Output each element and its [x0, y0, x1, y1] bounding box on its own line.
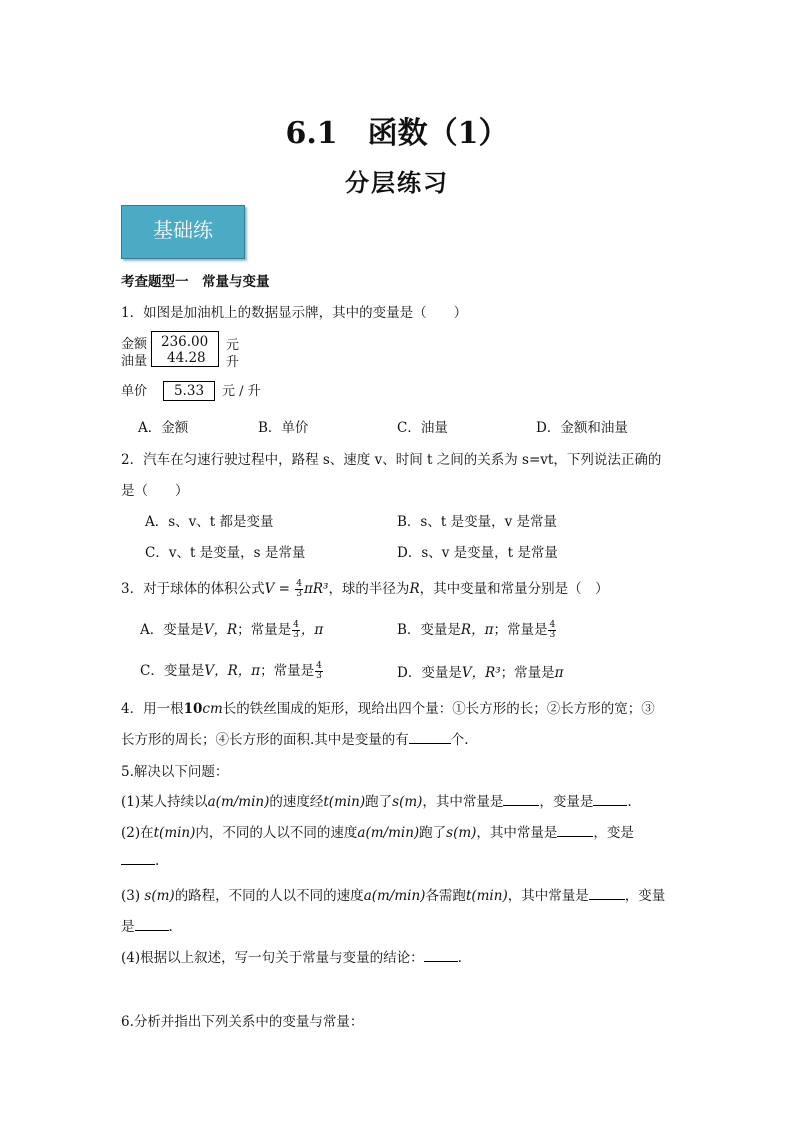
answer-blank[interactable]: [121, 852, 155, 865]
q5-part4: [121, 946, 462, 966]
q1-option-c: C．油量: [397, 420, 448, 436]
q5-p2-text5: ，变是: [593, 825, 634, 841]
q3-a-fraction: [292, 621, 300, 640]
q5-p1-text3: 跑了: [365, 794, 393, 810]
q3-d-text: D．变量是: [397, 665, 462, 681]
q3-radius-symbol: R: [409, 581, 420, 597]
q5-stem: 5.解决以下问题：: [121, 764, 229, 780]
q4-line2: [121, 728, 469, 748]
q5-p2-text2: 内，不同的人以不同的速度: [195, 825, 358, 841]
q5-p2-dist: s(m): [446, 825, 477, 841]
q3-c-vars: V，R，π: [204, 663, 261, 679]
fraction-denominator: 3: [549, 630, 556, 640]
q5-p1-text2: 的速度经: [269, 794, 324, 810]
volume-value: 44.28: [167, 350, 206, 366]
answer-blank[interactable]: [135, 918, 169, 931]
answer-blank[interactable]: [589, 887, 625, 900]
q5-p2-rate: a(m/min): [357, 825, 420, 841]
q5-p1-text: (1)某人持续以: [121, 794, 208, 810]
q3-a-text2: ；常量是: [237, 622, 292, 638]
amount-unit: 元: [226, 338, 240, 353]
q3-stem: [121, 577, 609, 599]
q4-length: 10: [183, 701, 203, 717]
q5-p3-text3: 各需跑: [425, 888, 466, 904]
q5-p3-text5: ，变量: [624, 888, 666, 904]
q4-line1: [121, 697, 655, 717]
q5-p3-end: .: [168, 919, 173, 935]
q3-b-text2: ；常量是: [493, 622, 548, 638]
volume-unit: 升: [226, 355, 240, 370]
fraction-numerator: 4: [296, 579, 302, 589]
price-label: 单价: [121, 384, 148, 399]
q1-stem: 1．如图是加油机上的数据显示牌，其中的变量是（ ）: [121, 305, 468, 321]
q5-p1-end: .: [627, 794, 632, 810]
q3-c-text2: ；常量是: [260, 663, 315, 679]
answer-blank[interactable]: [424, 949, 458, 962]
page-subtitle: 分层练习: [345, 168, 449, 197]
q2-option-a: A．s、v、t 都是变量: [145, 514, 274, 530]
section-heading: 考查题型一 常量与变量: [121, 274, 270, 290]
fraction-numerator: 4: [293, 620, 299, 630]
q1-option-b: B．单价: [258, 420, 309, 436]
answer-blank[interactable]: [503, 793, 539, 806]
q5-p1-rate: a(m/min): [207, 794, 270, 810]
q5-p1-text5: ，变量是: [539, 794, 594, 810]
q1-option-a: A．金额: [138, 420, 189, 436]
q2-option-c: C．v、t 是变量，s 是常量: [145, 545, 306, 561]
q2-option-d: D．s、v 是变量，t 是常量: [397, 545, 558, 561]
q3-fraction: [295, 580, 303, 599]
amount-label: 金额: [121, 337, 148, 352]
q4-text-b: 长的铁丝围成的矩形，现给出四个量：①长方形的长；②长方形的宽；③: [222, 701, 655, 717]
q4-text-d: 个.: [450, 732, 469, 748]
q3-a-vars: V，R: [203, 622, 238, 638]
fraction-denominator: 3: [316, 671, 322, 681]
q5-p2-text3: 跑了: [419, 825, 447, 841]
q5-p3-text2: 的路程，不同的人以不同的速度: [174, 888, 364, 904]
q3-formula-rhs: πR³: [303, 581, 329, 597]
q5-p3-text: (3): [121, 888, 145, 904]
q5-p2-text: (2)在: [121, 825, 154, 841]
price-unit: 元 / 升: [222, 384, 261, 399]
q5-p3-text6: 是: [121, 919, 135, 935]
q5-part2: [121, 821, 634, 841]
fraction-denominator: 3: [296, 589, 302, 599]
section-badge: 基础练: [121, 205, 245, 259]
q5-p1-text4: ，其中常量是: [422, 794, 504, 810]
q3-a-text: A．变量是: [140, 622, 204, 638]
q5-p2-end: .: [155, 853, 160, 869]
q4-unit: cm: [202, 701, 223, 717]
amount-value: 236.00: [161, 334, 209, 350]
q5-part3-line2: [121, 915, 173, 935]
q3-a-pi: ，π: [300, 622, 324, 638]
q3-b-fraction: [548, 621, 556, 640]
fraction-denominator: 3: [293, 630, 299, 640]
fraction-numerator: 4: [549, 620, 556, 630]
q5-part2-line2: [121, 852, 159, 869]
q3-b-text: B．变量是: [397, 622, 461, 638]
q5-p3-time: t(min): [465, 888, 508, 904]
q3-option-d: [397, 661, 564, 681]
q5-p1-time: t(min): [323, 794, 366, 810]
q3-stem-part-a: 3．对于球体的体积公式: [121, 581, 265, 597]
q5-p2-text4: ，其中常量是: [476, 825, 558, 841]
q5-p3-dist: s(m): [144, 888, 175, 904]
q2-option-b: B．s、t 是变量，v 是常量: [397, 514, 557, 530]
price-value: 5.33: [163, 381, 215, 401]
fraction-numerator: 4: [316, 661, 322, 671]
q3-option-b: [397, 618, 557, 640]
q3-option-c: [140, 659, 324, 681]
q5-p4-end: .: [457, 950, 462, 966]
page-title: 6.1 函数（1）: [285, 116, 509, 151]
q3-formula-lhs: V =: [264, 581, 290, 597]
q3-stem-part-c: ，其中变量和常量分别是（ ）: [419, 581, 609, 597]
q5-p4-text: (4)根据以上叙述，写一句关于常量与变量的结论：: [121, 950, 424, 966]
q3-c-text: C．变量是: [140, 663, 205, 679]
answer-blank[interactable]: [409, 731, 451, 744]
q3-option-a: [140, 618, 323, 640]
answer-blank[interactable]: [593, 793, 627, 806]
q3-d-pi: π: [554, 665, 564, 681]
q3-d-vars: V，R³: [461, 665, 501, 681]
q1-option-d: D．金额和油量: [536, 420, 628, 436]
q5-p1-dist: s(m): [392, 794, 423, 810]
q4-text-c: 长方形的周长；④长方形的面积.其中是变量的有: [121, 732, 409, 748]
q5-part3: [121, 884, 665, 904]
q2-stem-line1: 2．汽车在匀速行驶过程中，路程 s、速度 v、时间 t 之间的关系为 s=vt，下列说法正确的: [121, 452, 662, 468]
q5-p2-time: t(min): [153, 825, 196, 841]
q3-c-fraction: [315, 662, 323, 681]
answer-blank[interactable]: [557, 824, 593, 837]
volume-label: 油量: [121, 354, 148, 369]
q5-part1: [121, 790, 632, 810]
q3-d-text2: ；常量是: [500, 665, 555, 681]
q5-p3-text4: ，其中常量是: [507, 888, 589, 904]
q3-stem-part-b: ，球的半径为: [328, 581, 410, 597]
q4-text-a: 4．用一根: [121, 701, 184, 717]
q3-b-vars: R，π: [460, 622, 494, 638]
q2-stem-line2: 是（ ）: [121, 483, 189, 499]
q5-p3-rate: a(m/min): [363, 888, 426, 904]
q6-stem: 6.分析并指出下列关系中的变量与常量：: [121, 1014, 364, 1030]
